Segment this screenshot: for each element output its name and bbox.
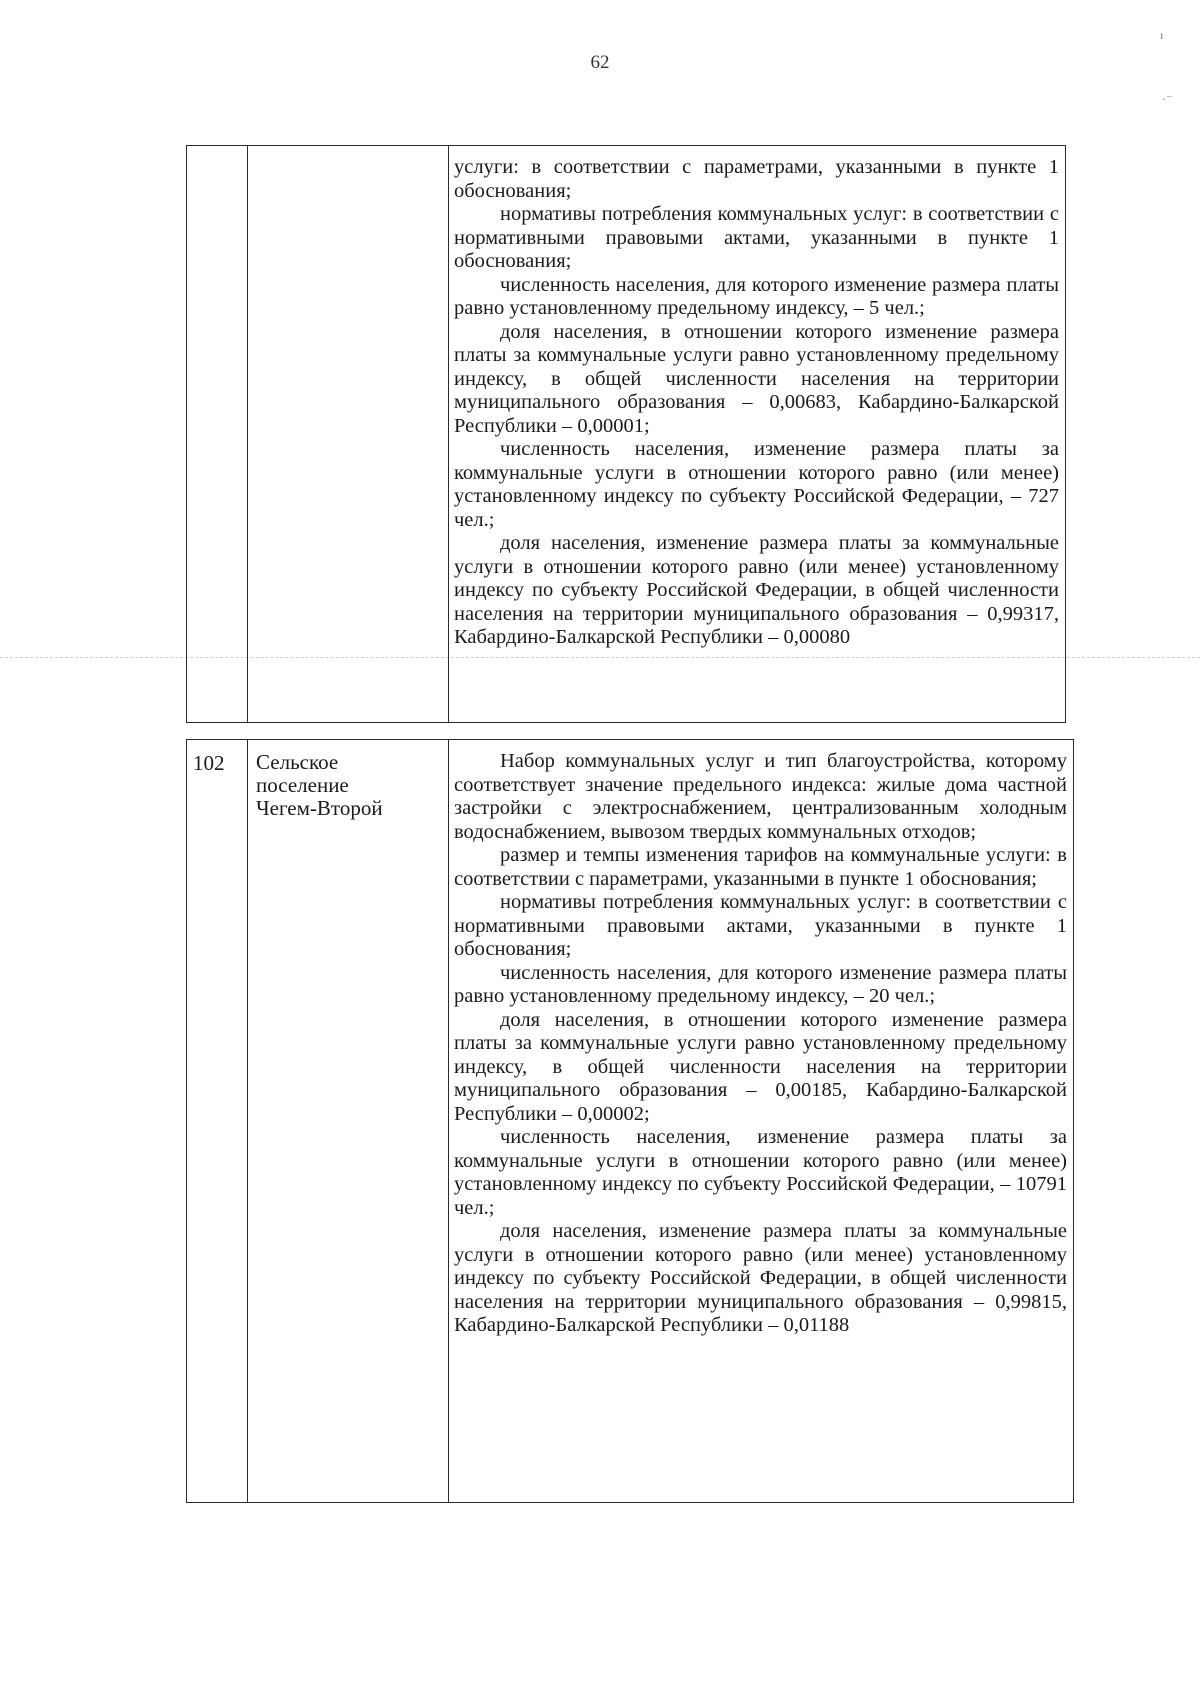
description-paragraph: доля населения, изменение размера платы за коммунальные услуги в отношении которого равно (или менее) установленному индексу по субъекту Российской Федерации, в общей численности населения на территории муниципального образования – 0,99815, Кабардино-Балкарской Республики – 0,01188 bbox=[454, 1220, 1067, 1336]
description-text bbox=[449, 146, 1065, 722]
description-paragraph: Набор коммунальных услуг и тип благоустройства, которому соответствует значение предельного индекса: жилые дома частной застройки с электроснабжением, централизованным холодным водоснабжением, вывозом твердых коммунальных отходов; bbox=[454, 750, 1067, 843]
description-paragraph: размер и темпы изменения тарифов на коммунальные услуги: в соответствии с параметрами, указанными в пункте 1 обоснования; bbox=[454, 844, 1067, 890]
row-number: 102 bbox=[193, 751, 225, 775]
row-description-cell bbox=[449, 740, 1074, 1503]
scan-artifact-mark: ·⁻ bbox=[1162, 92, 1173, 106]
table-continued-row bbox=[186, 145, 1066, 723]
settlement-name-line: Чегем-Второй bbox=[256, 796, 383, 820]
description-paragraph: доля населения, изменение размера платы за коммунальные услуги в отношении которого равно (или менее) установленному индексу по субъекту Российской Федерации, в общей численности населения на территории муниципального образования – 0,99317, Кабардино-Балкарской Республики – 0,00080 bbox=[454, 532, 1059, 648]
row-name-cell bbox=[248, 146, 449, 723]
description-paragraph: нормативы потребления коммунальных услуг: в соответствии с нормативными правовыми актами, указанными в пункте 1 обоснования; bbox=[454, 203, 1059, 272]
description-paragraph: численность населения, для которого изменение размера платы равно установленному предельному индексу, – 20 чел.; bbox=[454, 961, 1067, 1007]
row-number-cell bbox=[187, 740, 248, 1503]
scan-artifact-mark: ı bbox=[1160, 28, 1164, 42]
description-paragraph: численность населения, изменение размера платы за коммунальные услуги в отношении которого равно (или менее) установленному индексу по субъекту Российской Федерации, – 727 чел.; bbox=[454, 438, 1059, 531]
row-description-cell bbox=[449, 146, 1066, 723]
settlement-name-line: Сельское bbox=[256, 750, 339, 774]
description-paragraph: нормативы потребления коммунальных услуг: в соответствии с нормативными правовыми актами, указанными в пункте 1 обоснования; bbox=[454, 891, 1067, 960]
row-name-cell bbox=[248, 740, 449, 1503]
description-paragraph: численность населения, изменение размера платы за коммунальные услуги в отношении которого равно (или менее) установленному индексу по субъекту Российской Федерации, – 10791 чел.; bbox=[454, 1126, 1067, 1219]
description-text bbox=[449, 740, 1073, 1502]
description-paragraph: доля населения, в отношении которого изменение размера платы за коммунальные услуги равно установленному предельному индексу, в общей численности населения на территории муниципального образования – 0,00683, Кабардино-Балкарской Республики – 0,00001; bbox=[454, 320, 1059, 437]
description-paragraph: численность населения, для которого изменение размера платы равно установленному предельному индексу, – 5 чел.; bbox=[454, 273, 1059, 319]
description-paragraph: доля населения, в отношении которого изменение размера платы за коммунальные услуги равно установленному предельному индексу, в общей численности населения на территории муниципального образования – 0,00185, Кабардино-Балкарской Республики – 0,00002; bbox=[454, 1008, 1067, 1125]
settlement-name-line: поселение bbox=[256, 773, 349, 797]
row-number-cell bbox=[187, 146, 248, 723]
page-number: 62 bbox=[590, 52, 610, 73]
table-row-102 bbox=[186, 739, 1074, 1503]
settlement-name bbox=[248, 740, 448, 820]
table-row bbox=[187, 146, 1066, 723]
description-paragraph: услуги: в соответствии с параметрами, указанными в пункте 1 обоснования; bbox=[454, 156, 1059, 202]
table-row bbox=[187, 740, 1074, 1503]
